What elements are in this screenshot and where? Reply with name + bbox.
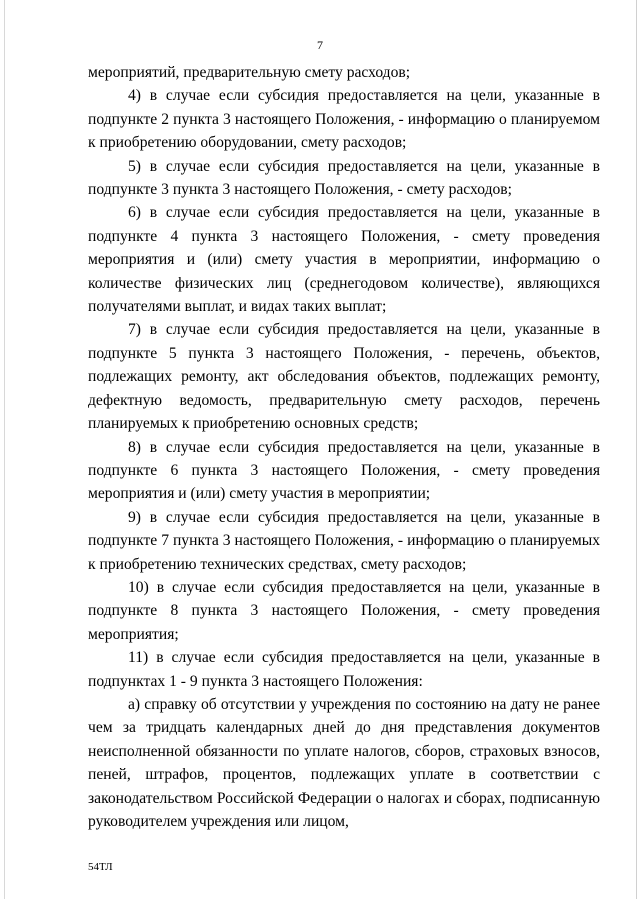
- footer-document-code: 54ТЛ: [88, 861, 113, 873]
- paragraph-continuation: мероприятий, предварительную смету расходов;: [88, 64, 411, 81]
- paragraph-item-7: 7) в случае если субсидия предоставляется на цели, указанные в подпункте 5 пункта 3 настоящего Положения, - перечень, объектов, подлежащих ремонту, акт обследования объектов, подлежащих ремонту, дефектную ведомость, предварительную смету расходов, перечень планируемых к приобретению основных средств;: [88, 321, 600, 433]
- paragraph-item-6: 6) в случае если субсидия предоставляется на цели, указанные в подпункте 4 пункта 3 настоящего Положения, - смету проведения мероприятия и (или) смету участия в мероприятии, информацию о количестве физических лиц (среднегодовом количестве), являющихся получателями выплат, и видах таких выплат;: [88, 204, 600, 316]
- scan-edge-left: [4, 0, 5, 899]
- paragraph-item-10: 10) в случае если субсидия предоставляется на цели, указанные в подпункте 8 пункта 3 настоящего Положения, - смету проведения мероприятия;: [88, 578, 600, 643]
- paragraph-subitem-a: а) справку об отсутствии у учреждения по состоянию на дату не ранее чем за тридцать календарных дней до дня представления документов неисполненной обязанности по уплате налогов, сборов, страховых взносов, пеней, штрафов, процентов, подлежащих уплате в соответствии с законодательством Российской Федерации о налогах и сборах, подписанную руководителем учреждения или лицом,: [88, 695, 600, 830]
- page-number: 7: [317, 38, 323, 52]
- document-body: [88, 61, 600, 833]
- paragraph-item-11: 11) в случае если субсидия предоставляется на цели, указанные в подпунктах 1 - 9 пункта 3 настоящего Положения:: [88, 649, 600, 690]
- scan-edge-right: [636, 0, 637, 899]
- paragraph-item-8: 8) в случае если субсидия предоставляется на цели, указанные в подпункте 6 пункта 3 настоящего Положения, - смету проведения мероприятия и (или) смету участия в мероприятии;: [88, 438, 600, 503]
- paragraph-item-4: 4) в случае если субсидия предоставляется на цели, указанные в подпункте 2 пункта 3 настоящего Положения, - информацию о планируемом к приобретению оборудовании, смету расходов;: [88, 87, 600, 152]
- paragraph-item-5: 5) в случае если субсидия предоставляется на цели, указанные в подпункте 3 пункта 3 настоящего Положения, - смету расходов;: [88, 157, 600, 199]
- paragraph-item-9: 9) в случае если субсидия предоставляется на цели, указанные в подпункте 7 пункта 3 настоящего Положения, - информацию о планируемых к приобретению технических средствах, смету расходов;: [88, 508, 600, 573]
